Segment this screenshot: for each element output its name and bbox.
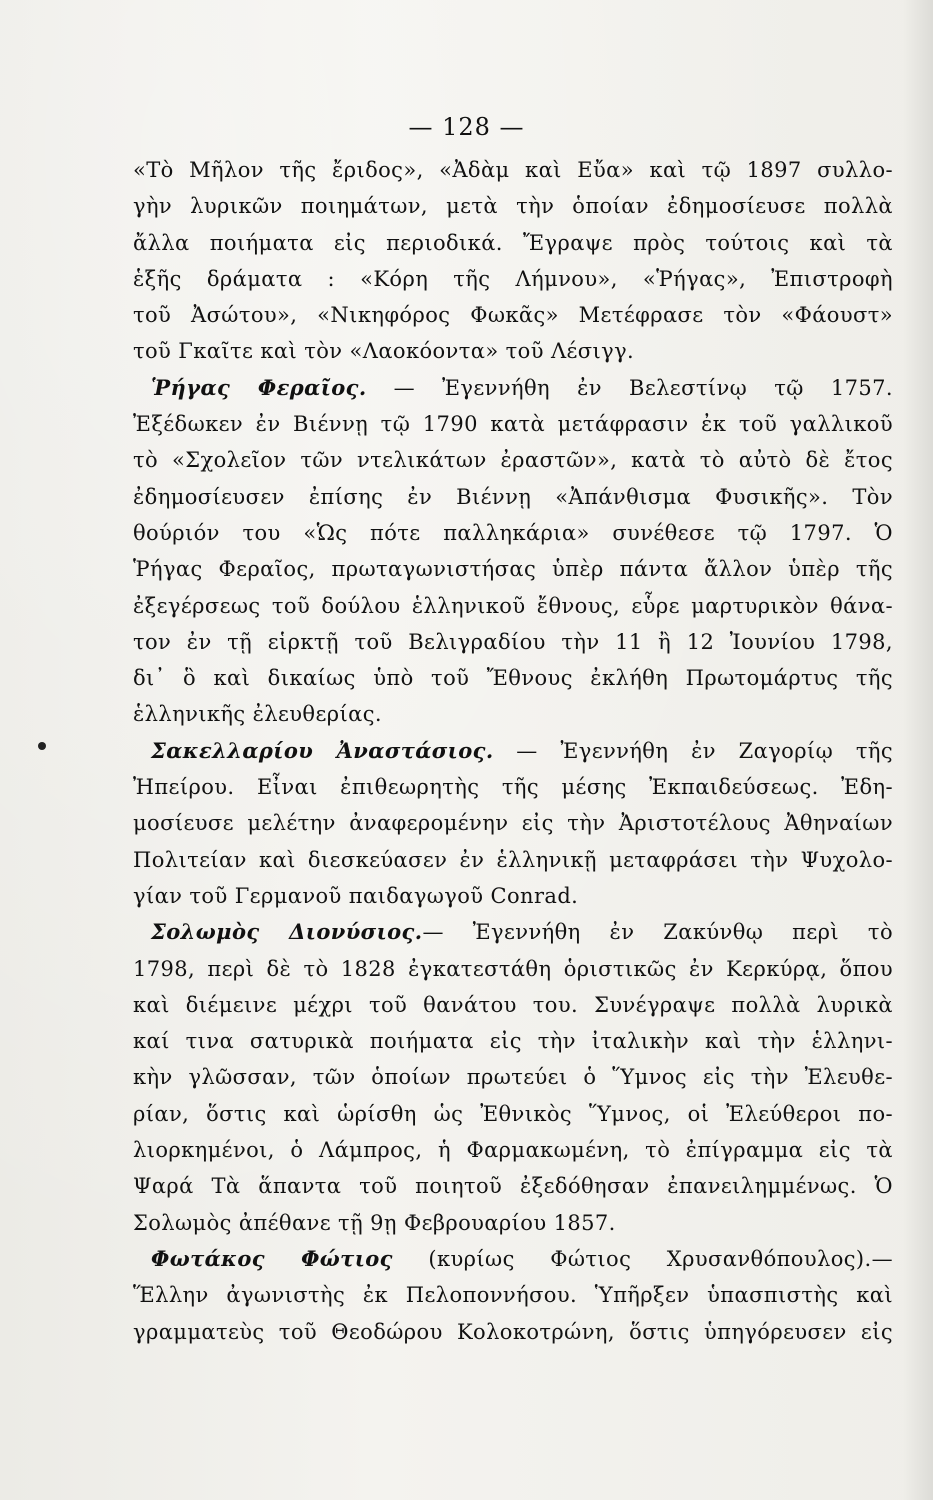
text-line: Ἠπείρου. Εἶναι ἐπιθεωρητὴς τῆς μέσης Ἐκπαιδεύσεως. Ἐδη- <box>133 775 893 800</box>
entry-first-line <box>133 1241 893 1277</box>
text-line: ἑξῆς δράματα : «Κόρη τῆς Λήμνου», «Ῥήγας», Ἐπιστροφὴ <box>133 266 893 291</box>
text-span: (κυρίως Φώτιος Χρυσανθόπουλος).— <box>392 1246 893 1271</box>
text-line: Πολιτείαν καὶ διεσκεύασεν ἐν ἑλληνικῇ μεταφράσει τὴν Ψυχολο- <box>133 847 893 872</box>
ink-speck <box>38 742 46 750</box>
text-line: τοῦ Ἀσώτου», «Νικηφόρος Φωκᾶς» Μετέφρασε τὸν «Φάουστ» <box>133 303 893 328</box>
entry-name: Σακελλαρίου Ἀναστάσιος. <box>151 737 494 763</box>
text-line: μοσίευσε μελέτην ἀναφερομένην εἰς τὴν Ἀριστοτέλους Ἀθηναίων <box>133 811 893 836</box>
text-line: ἐξεγέρσεως τοῦ δούλου ἑλληνικοῦ ἔθνους, εὗρε μαρτυρικὸν θάνα- <box>133 593 893 618</box>
text-line: τον ἐν τῇ εἱρκτῇ τοῦ Βελιγραδίου τὴν 11 ἢ 12 Ἰουνίου 1798, <box>133 629 893 654</box>
entry-first-line <box>133 914 893 950</box>
text-line: γραμματεὺς τοῦ Θεοδώρου Κολοκοτρώνη, ὅστις ὑπηγόρευσεν εἰς <box>133 1319 893 1344</box>
entry-name: Σολωμὸς Διονύσιος. <box>151 919 423 945</box>
text-line: «Τὸ Μῆλον τῆς ἔριδος», «Ἀδὰμ καὶ Εὔα» καὶ τῷ 1897 συλλο- <box>133 158 893 182</box>
entry-sakellariou <box>133 733 893 914</box>
text-line: λιορκημένοι, ὁ Λάμπρος, ἡ Φαρμακωμένη, τὸ ἐπίγραμμα εἰς τὰ <box>133 1138 893 1163</box>
text-line: γὴν λυρικῶν ποιημάτων, μετὰ τὴν ὁποίαν ἐδημοσίευσε πολλὰ <box>133 194 893 219</box>
entry-solomos <box>133 914 893 1241</box>
text-line: Ἕλλην ἀγωνιστὴς ἐκ Πελοποννήσου. Ὑπῆρξεν ὑπασπιστὴς καὶ <box>133 1283 893 1308</box>
entry-fotakos <box>133 1241 893 1350</box>
body-text <box>133 152 893 1350</box>
page-edge-shadow <box>903 0 933 1500</box>
text-line: ρίαν, ὅστις καὶ ὡρίσθη ὡς Ἐθνικὸς Ὕμνος, οἱ Ἐλεύθεροι πο- <box>133 1101 893 1126</box>
text-line: τοῦ Γκαῖτε καὶ τὸν «Λαοκόοντα» τοῦ Λέσιγγ. <box>133 339 635 364</box>
text-line: Σολωμὸς ἀπέθανε τῇ 9ῃ Φεβρουαρίου 1857. <box>133 1210 616 1235</box>
text-line: κὴν γλῶσσαν, τῶν ὁποίων πρωτεύει ὁ Ὕμνος εἰς τὴν Ἐλευθε- <box>133 1065 893 1090</box>
text-line: καὶ διέμεινε μέχρι τοῦ θανάτου του. Συνέγραψε πολλὰ λυρικὰ <box>133 992 893 1017</box>
text-span: — Ἐγεννήθη ἐν Ζαγορίῳ τῆς <box>493 738 893 763</box>
entry-first-line <box>133 370 893 406</box>
entry-first-line <box>133 733 893 769</box>
text-span: — Ἐγεννήθη ἐν Βελεστίνῳ τῷ 1757. <box>366 375 893 400</box>
text-span: — Ἐγεννήθη ἐν Ζακύνθῳ περὶ τὸ <box>422 920 893 945</box>
text-line: τὸ «Σχολεῖον τῶν ντελικάτων ἐραστῶν», κατὰ τὸ αὐτὸ δὲ ἔτος <box>133 448 893 473</box>
text-line: Ῥήγας Φεραῖος, πρωταγωνιστήσας ὑπὲρ πάντα ἄλλον ὑπὲρ τῆς <box>133 557 893 582</box>
text-line: ἑλληνικῆς ἐλευθερίας. <box>133 702 382 727</box>
entry-name: Φωτάκος Φώτιος <box>151 1245 393 1271</box>
text-line: ἄλλα ποιήματα εἰς περιοδικά. Ἔγραψε πρὸς τούτοις καὶ τὰ <box>133 230 893 255</box>
text-line: δι᾽ ὃ καὶ δικαίως ὑπὸ τοῦ Ἔθνους ἐκλήθη Πρωτομάρτυς τῆς <box>133 666 893 691</box>
text-line: γίαν τοῦ Γερμανοῦ παιδαγωγοῦ Conrad. <box>133 883 579 908</box>
entry-name: Ῥήγας Φεραῖος. <box>151 374 367 400</box>
text-line: καί τινα σατυρικὰ ποιήματα εἰς τὴν ἰταλικὴν καὶ τὴν ἑλληνι- <box>133 1029 893 1054</box>
text-line: 1798, περὶ δὲ τὸ 1828 ἐγκατεστάθη ὁριστικῶς ἐν Κερκύρᾳ, ὅπου <box>133 956 893 981</box>
text-line: Ψαρά Τὰ ἅπαντα τοῦ ποιητοῦ ἐξεδόθησαν ἐπανειλημμένως. Ὁ <box>133 1174 893 1199</box>
paragraph-continuation <box>133 152 893 370</box>
text-line: θούριόν του «Ὡς πότε παλληκάρια» συνέθεσε τῷ 1797. Ὁ <box>133 520 893 545</box>
page-number: — 128 — <box>408 113 525 141</box>
text-line: Ἐξέδωκεν ἐν Βιέννῃ τῷ 1790 κατὰ μετάφρασιν ἐκ τοῦ γαλλικοῦ <box>133 412 893 437</box>
entry-rigas-feraios <box>133 370 893 733</box>
text-line: ἐδημοσίευσεν ἐπίσης ἐν Βιέννῃ «Ἀπάνθισμα Φυσικῆς». Τὸν <box>133 484 893 509</box>
